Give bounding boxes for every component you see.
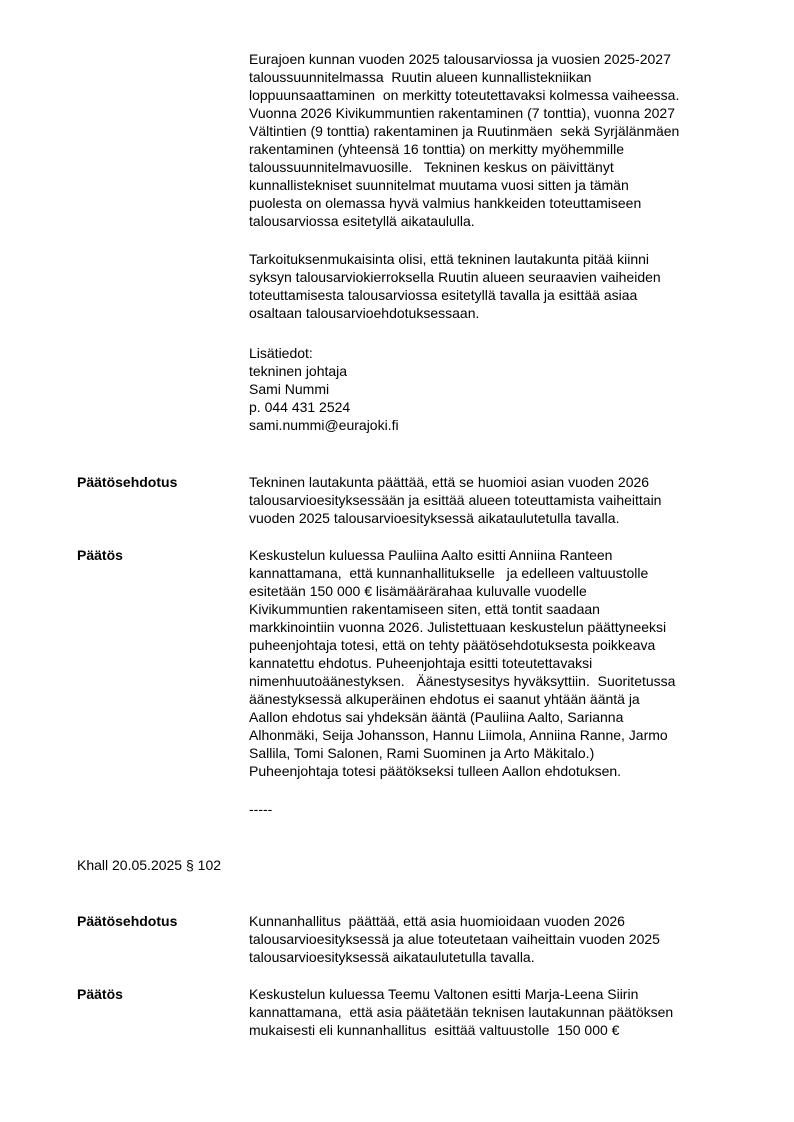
text-line: Alhonmäki, Seija Johansson, Hannu Liimola, Anniina Ranne, Jarmo	[249, 727, 668, 743]
section-separator: -----	[249, 801, 273, 817]
text-line: esitetään 150 000 € lisämäärärahaa kuluvalle vuodelle	[249, 583, 587, 599]
text-line: Tarkoituksenmukaisinta olisi, että tekninen lautakunta pitää kiinni	[249, 251, 650, 267]
text-line: Keskustelun kuluessa Pauliina Aalto esitti Anniina Ranteen	[249, 547, 613, 563]
text-line: taloussuunnitelmassa Ruutin alueen kunnallistekniikan	[249, 69, 592, 85]
contact-email: sami.nummi@eurajoki.fi	[249, 417, 399, 433]
text-line: toteuttamisesta talousarviossa esitetyllä tavalla ja esittää asiaa	[249, 287, 638, 303]
text-line: Vältintien (9 tonttia) rakentaminen ja Ruutinmäen sekä Syrjälänmäen	[249, 123, 680, 139]
text-line: nimenhuutoäänestyksen. Äänestysesitys hyväksyttiin. Suoritetussa	[249, 673, 676, 689]
text-line: kannattamana, että asia päätetään teknisen lautakunnan päätöksen	[249, 1004, 674, 1020]
text-line: osaltaan talousarvioehdotuksessaan.	[249, 305, 480, 321]
text-line: vuoden 2025 talousarvioesityksessä aikataulutetulla tavalla.	[249, 510, 620, 526]
decision-label: Päätös	[77, 986, 123, 1002]
text-line: loppuunsaattaminen on merkitty toteutettavaksi kolmessa vaiheessa.	[249, 87, 680, 103]
text-line: rakentaminen (yhteensä 16 tonttia) on merkitty myöhemmille	[249, 141, 625, 157]
text-line: talousarvioesityksessään ja esittää alueen toteuttamista vaiheittain	[249, 492, 662, 508]
text-line: Sallila, Tomi Salonen, Rami Suominen ja Arto Mäkitalo.)	[249, 745, 595, 761]
text-line: talousarvioesityksessä ja alue toteutetaan vaiheittain vuoden 2025	[249, 931, 660, 947]
contact-name: Sami Nummi	[249, 381, 330, 397]
text-line: Eurajoen kunnan vuoden 2025 talousarviossa ja vuosien 2025-2027	[249, 51, 671, 67]
board-reference: Khall 20.05.2025 § 102	[77, 857, 222, 873]
text-line: syksyn talousarviokierroksella Ruutin alueen seuraavien vaiheiden	[249, 269, 661, 285]
text-line: Kivikummuntien rakentamiseen siten, että tontit saadaan	[249, 601, 600, 617]
contact-title: tekninen johtaja	[249, 363, 348, 379]
text-line: mukaisesti eli kunnanhallitus esittää valtuustolle 150 000 €	[249, 1022, 620, 1038]
contact-heading: Lisätiedot:	[249, 345, 313, 361]
proposal-label: Päätösehdotus	[77, 474, 178, 490]
text-line: Puheenjohtaja totesi päätökseksi tulleen Aallon ehdotuksen.	[249, 763, 622, 779]
text-line: kannatettu ehdotus. Puheenjohtaja esitti toteutettavaksi	[249, 655, 593, 671]
contact-phone: p. 044 431 2524	[249, 399, 351, 415]
text-line: Vuonna 2026 Kivikummuntien rakentaminen (7 tonttia), vuonna 2027	[249, 105, 675, 121]
text-line: Kunnanhallitus päättää, että asia huomioidaan vuoden 2026	[249, 913, 625, 929]
text-line: kunnallistekniset suunnitelmat muutama vuosi sitten ja tämän	[249, 177, 629, 193]
text-line: puheenjohtaja totesi, että on tehty päätösehdotuksesta poikkeava	[249, 637, 656, 653]
text-line: puolesta on olemassa hyvä valmius hankkeiden toteuttamiseen	[249, 195, 642, 211]
text-line: Aallon ehdotus sai yhdeksän ääntä (Pauliina Aalto, Sarianna	[249, 709, 624, 725]
text-line: talousarviossa esitetyllä aikataululla.	[249, 213, 475, 229]
decision-label: Päätös	[77, 547, 123, 563]
text-line: äänestyksessä alkuperäinen ehdotus ei saanut yhtään ääntä ja	[249, 691, 640, 707]
text-line: talousarvioesityksessä aikataulutetulla tavalla.	[249, 949, 535, 965]
text-line: kannattamana, että kunnanhallitukselle ja edelleen valtuustolle	[249, 565, 649, 581]
text-line: Tekninen lautakunta päättää, että se huomioi asian vuoden 2026	[249, 474, 650, 490]
text-line: taloussuunnitelmavuosille. Tekninen keskus on päivittänyt	[249, 159, 614, 175]
text-line: markkinointiin vuonna 2026. Julistettuaan keskustelun päättyneeksi	[249, 619, 667, 635]
proposal-label: Päätösehdotus	[77, 913, 178, 929]
text-line: Keskustelun kuluessa Teemu Valtonen esitti Marja-Leena Siirin	[249, 986, 639, 1002]
